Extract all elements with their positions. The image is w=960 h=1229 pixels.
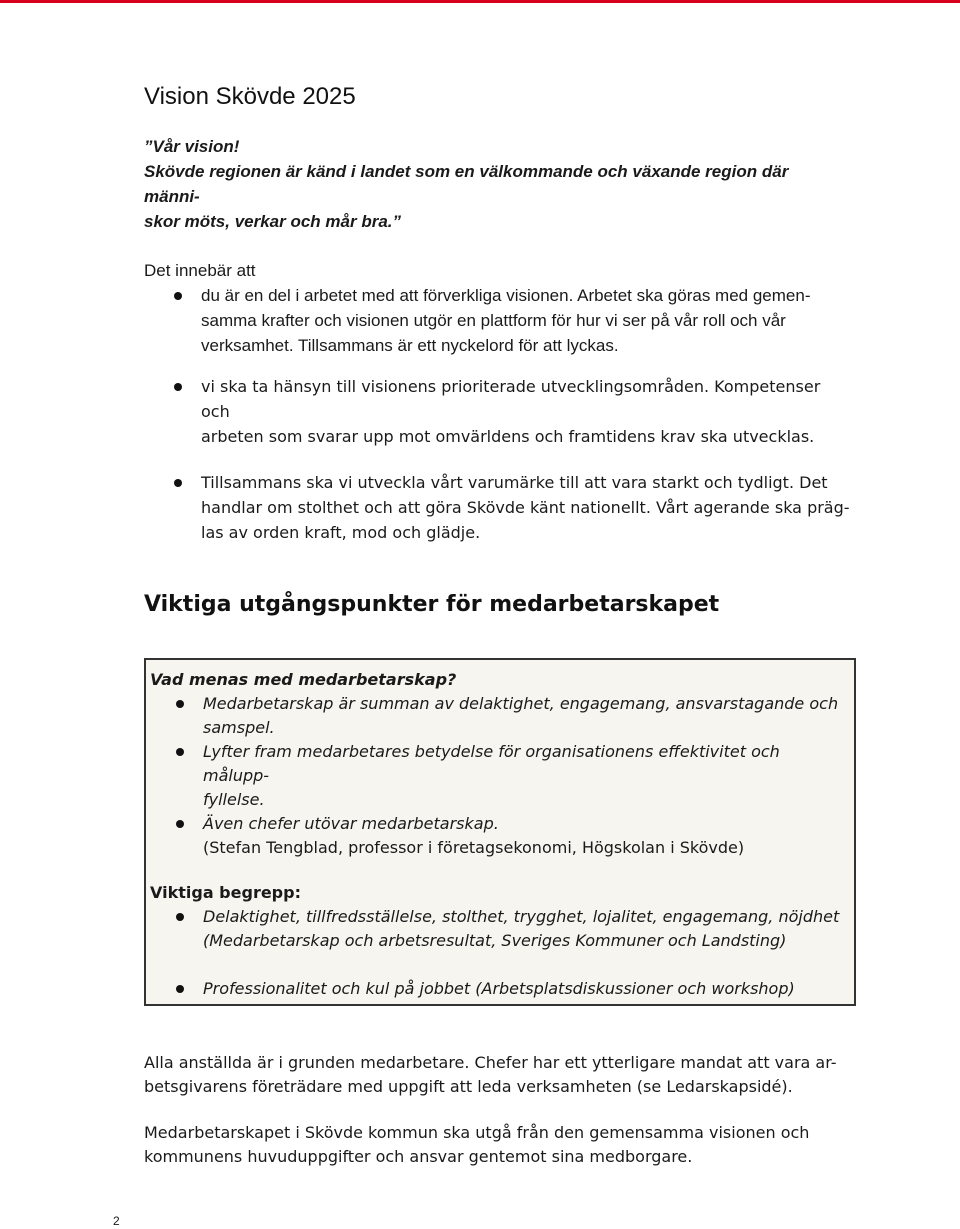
bullet-icon bbox=[176, 820, 184, 828]
list-item: Även chefer utövar medarbetarskap. (Stefan Tengblad, professor i företagsekonomi, Högskolan i Skövde) bbox=[150, 812, 850, 860]
quote-line: skor möts, verkar och mår bra.” bbox=[144, 212, 402, 231]
bullet-icon bbox=[174, 479, 182, 487]
list-item: Professionalitet och kul på jobbet (Arbetsplatsdiskussioner och workshop) bbox=[150, 977, 850, 1001]
bullet-icon bbox=[176, 985, 184, 993]
bullet-icon bbox=[174, 383, 182, 391]
vision-quote bbox=[144, 134, 844, 234]
top-accent-bar bbox=[0, 0, 960, 3]
vision-bullet-list bbox=[144, 283, 850, 358]
box-heading: Vad menas med medarbetarskap? bbox=[150, 670, 457, 689]
box-heading: Viktiga begrepp: bbox=[150, 883, 301, 902]
list-item: du är en del i arbetet med att förverkliga visionen. Arbetet ska göras med gemen- samma krafter och visionen utgör en plattform för hur vi ser på vår roll och vår verksamhet. Tillsammans är ett nyckelord för att lyckas. bbox=[144, 283, 850, 358]
info-box bbox=[144, 658, 856, 1006]
vision-bullet-list-2 bbox=[144, 374, 850, 449]
intro-text: Det innebär att bbox=[144, 261, 256, 280]
page-title: Vision Skövde 2025 bbox=[144, 83, 356, 110]
quote-line: ”Vår vision! bbox=[144, 137, 240, 156]
list-item: vi ska ta hänsyn till visionens prioriterade utvecklingsområden. Kompetenser och arbeten som svarar upp mot omvärldens och framtidens krav ska utvecklas. bbox=[144, 374, 850, 449]
vision-bullet-list-3 bbox=[144, 470, 850, 545]
paragraph: Medarbetarskapet i Skövde kommun ska utgå från den gemensamma visionen och kommunens huvuduppgifter och ansvar gentemot sina medborgare. bbox=[144, 1123, 810, 1166]
bullet-icon bbox=[174, 292, 182, 300]
info-box-content bbox=[150, 668, 850, 1001]
section-heading: Viktiga utgångspunkter för medarbetarskapet bbox=[144, 592, 720, 617]
list-item: Medarbetarskap är summan av delaktighet, engagemang, ansvarstagande och samspel. bbox=[150, 692, 850, 740]
paragraph: Alla anställda är i grunden medarbetare. Chefer har ett ytterligare mandat att vara ar- betsgivarens företrädare med uppgift att leda verksamheten (se Ledarskapsidé). bbox=[144, 1053, 837, 1096]
list-item: Lyfter fram medarbetares betydelse för organisationens effektivitet och målupp- fyllelse. bbox=[150, 740, 850, 812]
bullet-icon bbox=[176, 700, 184, 708]
page-number: 2 bbox=[113, 1214, 120, 1228]
list-item: Delaktighet, tillfredsställelse, stolthet, trygghet, lojalitet, engagemang, nöjdhet (Medarbetarskap och arbetsresultat, Sveriges Kommuner och Landsting) bbox=[150, 905, 850, 953]
bullet-icon bbox=[176, 748, 184, 756]
bullet-icon bbox=[176, 913, 184, 921]
quote-line: Skövde regionen är känd i landet som en välkommande och växande region där männi- bbox=[144, 162, 789, 206]
list-item: Tillsammans ska vi utveckla vårt varumärke till att vara starkt och tydligt. Det handlar om stolthet och att göra Skövde känt nationellt. Vårt agerande ska präg- las av orden kraft, mod och glädje. bbox=[144, 470, 850, 545]
